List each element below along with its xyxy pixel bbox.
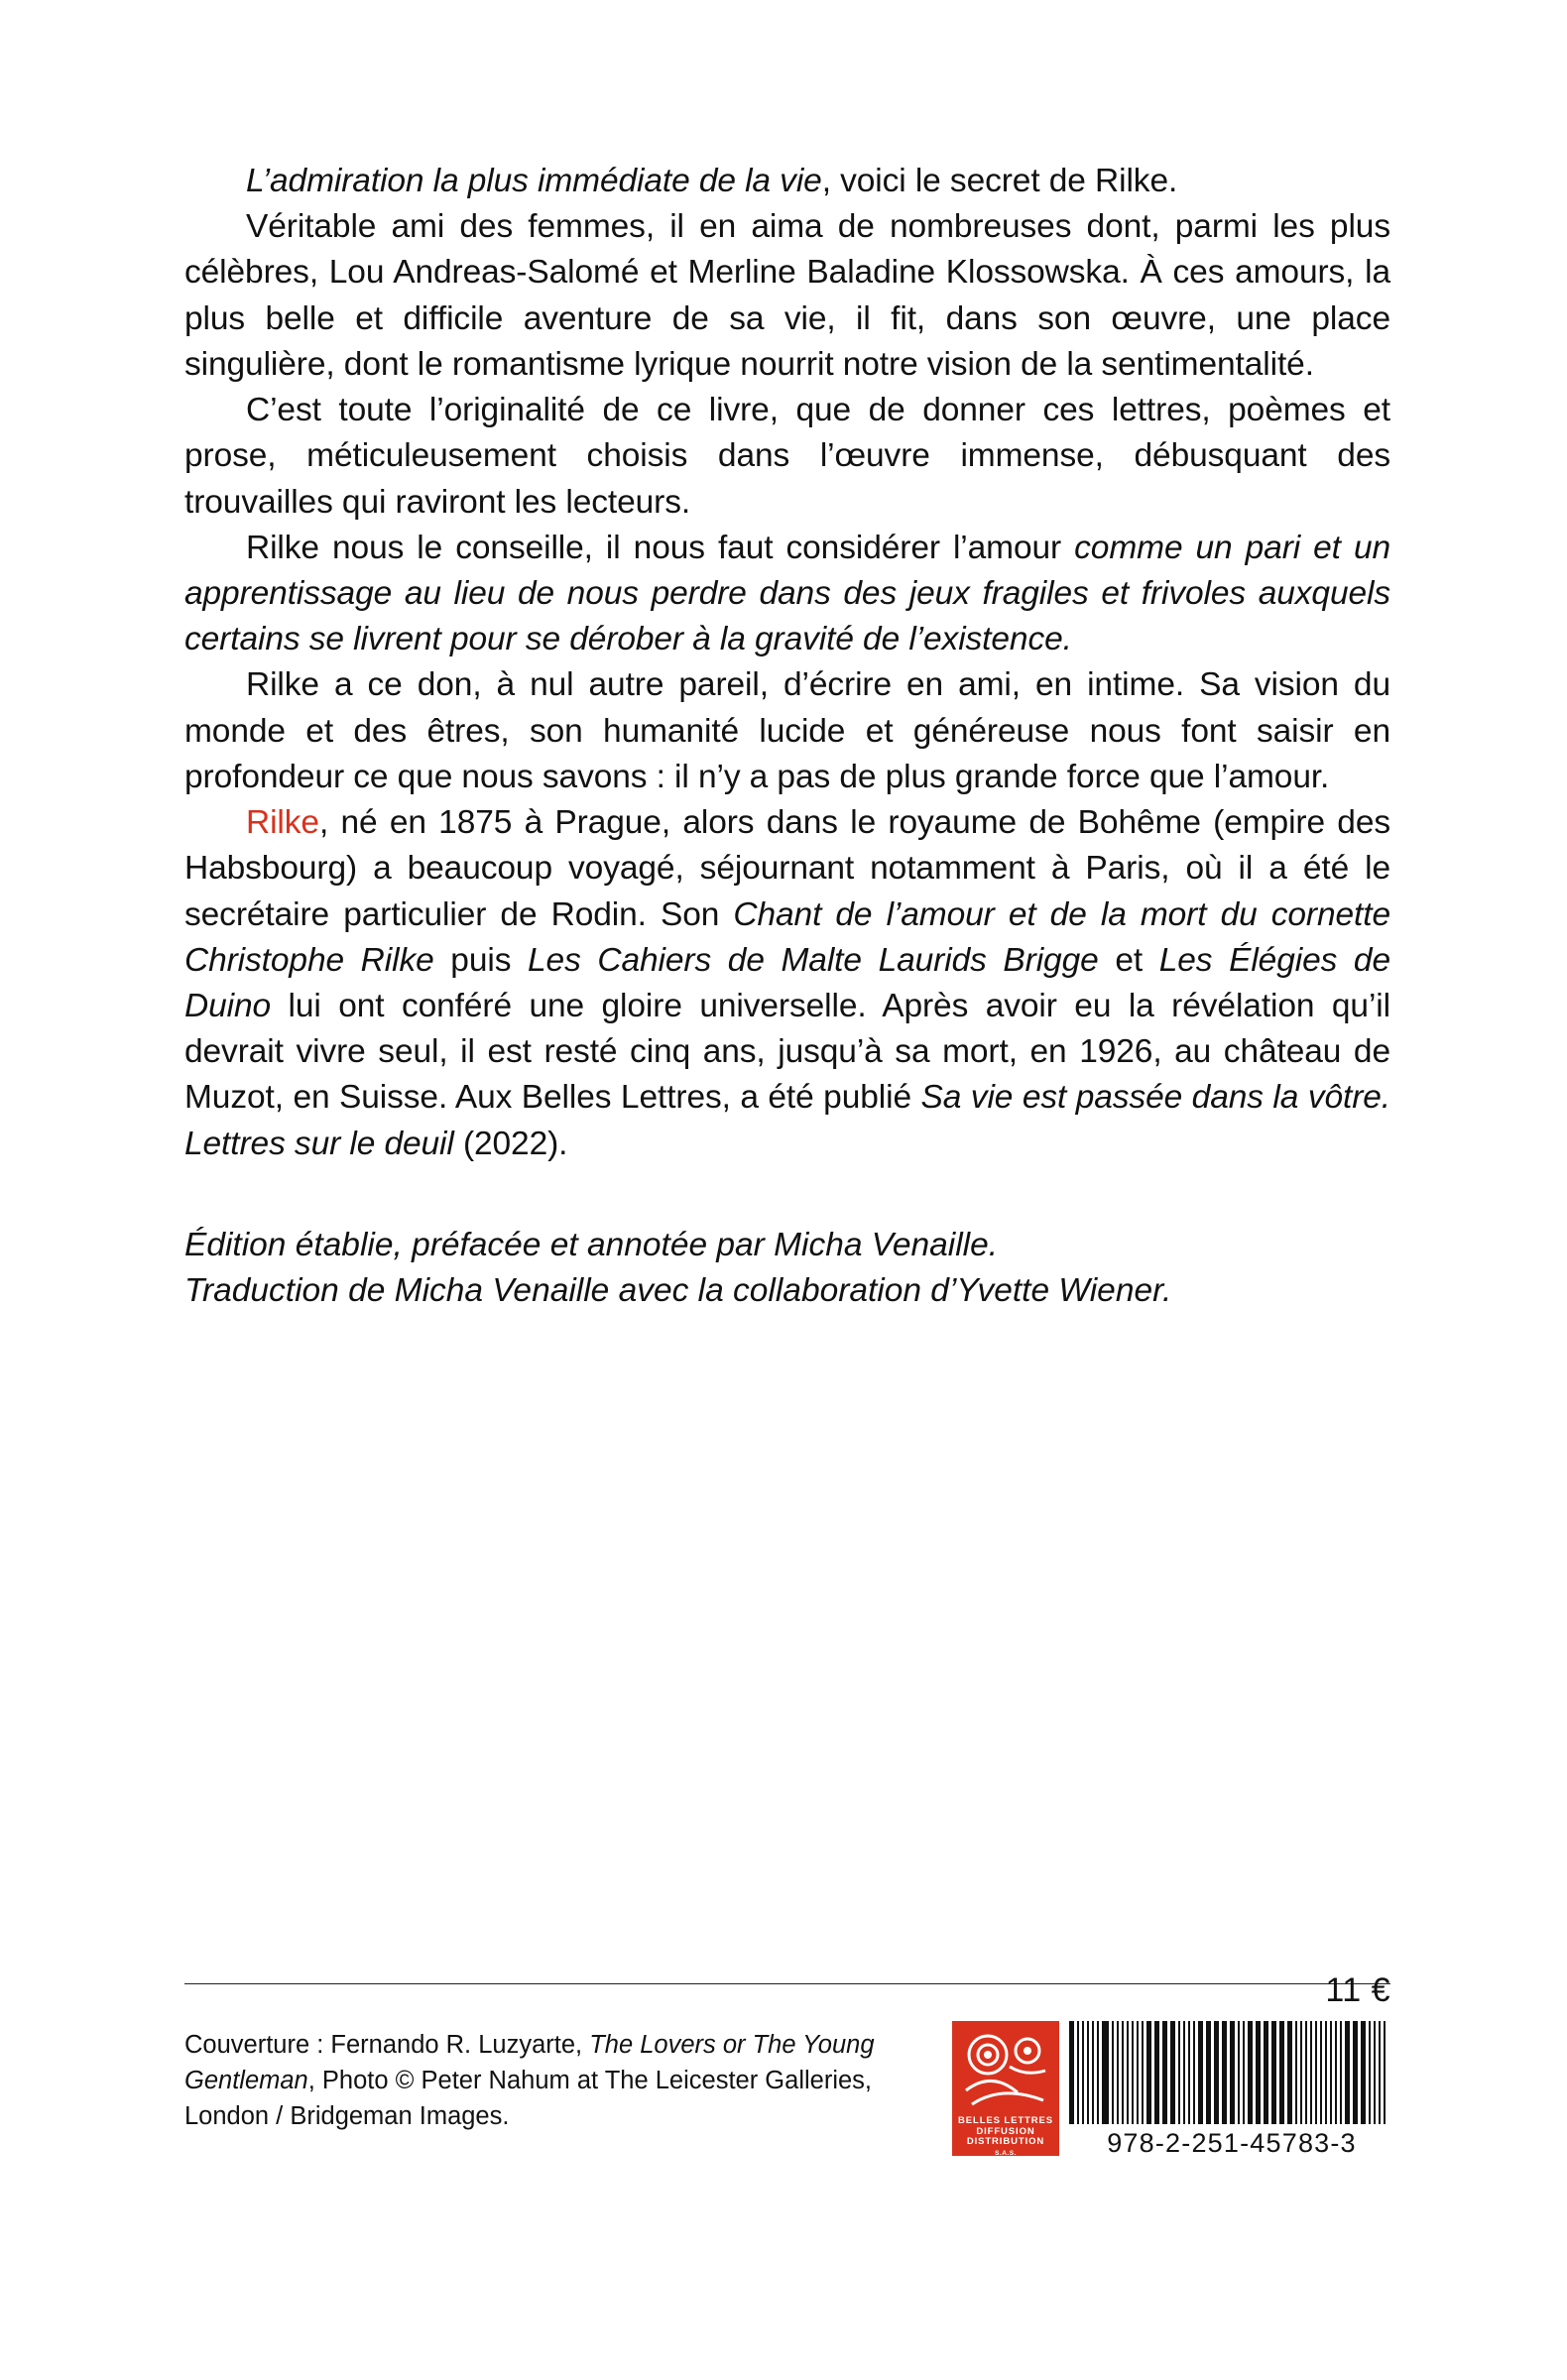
cover-credit-part-1: Couverture : Fernando R. Luzyarte, [184, 2031, 590, 2059]
bio-segment-1: , né en 1875 à Prague, alors dans le royaume de Bohême (empire des Habsbourg) a beaucoup voyagé, séjournant notamment à Paris, où il a été le secrétaire particulier de Rodin. Son [184, 804, 1390, 933]
bio-work-title-3: Les Élégies de Duino [184, 941, 1390, 1024]
footer-divider [184, 1983, 1390, 1984]
cover-credit-part-2: , Photo © Peter Nahum at The Leicester Galleries, London / Bridgeman Images. [184, 2067, 873, 2131]
author-name: Rilke [246, 804, 319, 842]
bio-segment-4: lui ont conféré une gloire universelle. Après avoir eu la révélation qu’il devrait vivre seul, il est resté cinq ans, jusqu’à sa mort, en 1926, au château de Muzot, en Suisse. Aux Belles Lettres, a été publié [184, 987, 1390, 1117]
blurb-p4-start: Rilke nous le conseille, il nous faut considérer l’amour [246, 529, 1075, 566]
edition-credits [184, 1223, 1390, 1314]
blurb-p4-italic: comme un pari et un apprentissage au lieu de nous perdre dans des jeux fragiles et frivoles auxquels certains se livrent pour se dérober à la gravité de l’existence. [184, 529, 1391, 658]
blurb-paragraph-3: C’est toute l’originalité de ce livre, que de donner ces lettres, poèmes et prose, méticuleusement choisis dans l’œuvre immense, débusquant des trouvailles qui raviront les lecteurs. [184, 392, 1390, 521]
author-bio-paragraph [184, 800, 1390, 1167]
blurb-paragraph-4 [184, 526, 1390, 663]
publisher-logo-text [952, 2116, 1059, 2159]
isbn-number: 978-2-251-45783-3 [1107, 2128, 1357, 2158]
blurb-paragraph-2: Véritable ami des femmes, il en aima de nombreuses dont, parmi les plus célèbres, Lou Andreas-Salomé et Merline Baladine Klossowska. À ces amours, la plus belle et difficile aventure de sa vie, il fit, dans son œuvre, une place singulière, dont le romantisme lyrique nourrit notre vision de la sentimentalité. [184, 208, 1390, 383]
blurb-content [184, 159, 1390, 1314]
logo-line-4: S.A.S. [995, 2149, 1017, 2157]
price-label: 11 € [1325, 1971, 1390, 2009]
isbn-barcode [1069, 2021, 1394, 2162]
edition-credit-line-2: Traduction de Micha Venaille avec la collaboration d’Yvette Wiener. [184, 1272, 1172, 1310]
blurb-paragraph-1 [184, 159, 1390, 204]
bio-work-title-2: Les Cahiers de Malte Laurids Brigge [528, 941, 1099, 979]
bio-segment-3: et [1098, 941, 1159, 979]
blurb-paragraph-5: Rilke a ce don, à nul autre pareil, d’écrire en ami, en intime. Sa vision du monde et des êtres, son humanité lucide et généreuse nous font saisir en profondeur ce que nous savons : il n’y a pas de plus grande force que l’amour. [184, 666, 1390, 795]
footer [0, 1971, 1567, 2380]
bio-segment-5: (2022). [453, 1125, 568, 1162]
blurb-lead-italic: L’admiration la plus immédiate de la vie [246, 163, 822, 199]
publisher-logo [952, 2021, 1059, 2156]
logo-line-1: BELLES LETTRES [958, 2115, 1053, 2126]
bio-work-title-1: Chant de l’amour et de la mort du cornette Christophe Rilke [184, 895, 1390, 979]
edition-credit-line-1: Édition établie, préfacée et annotée par Micha Venaille. [184, 1226, 999, 1263]
belles-lettres-mark-icon [952, 2021, 1059, 2118]
blurb-lead-rest: , voici le secret de Rilke. [821, 163, 1178, 199]
barcode-bars [1069, 2021, 1394, 2124]
logo-line-2: DIFFUSION [976, 2125, 1035, 2137]
bio-segment-2: puis [433, 941, 529, 979]
logo-line-3: DISTRIBUTION [966, 2136, 1045, 2148]
bio-work-title-4: Sa vie est passée dans la vôtre. Lettres sur le deuil [184, 1079, 1390, 1162]
cover-artwork-title: The Lovers or The Young Gentleman [184, 2031, 875, 2095]
cover-credit [184, 2027, 879, 2135]
